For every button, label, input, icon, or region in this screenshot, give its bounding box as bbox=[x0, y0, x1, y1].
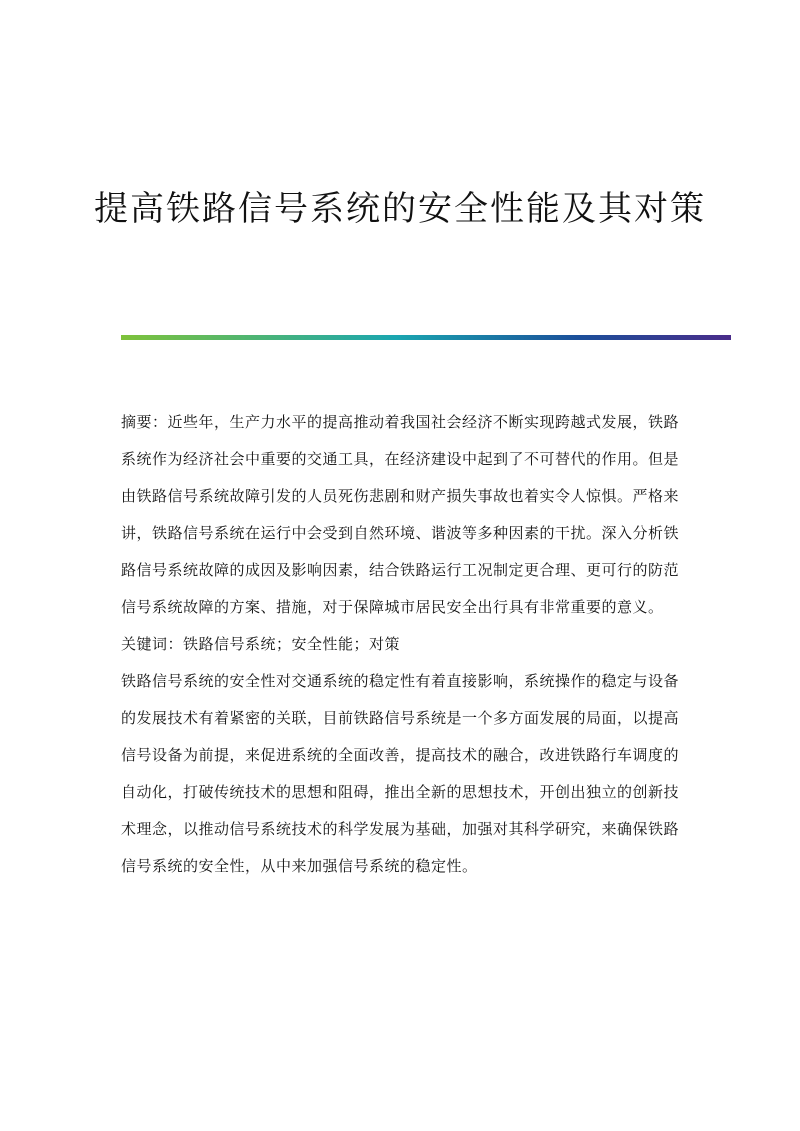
document-body bbox=[121, 404, 681, 885]
title-divider bbox=[121, 335, 731, 340]
document-title: 提高铁路信号系统的安全性能及其对策 bbox=[94, 189, 706, 229]
keywords-paragraph: 关键词：铁路信号系统；安全性能；对策 bbox=[121, 635, 401, 653]
abstract-paragraph: 摘要：近些年，生产力水平的提高推动着我国社会经济不断实现跨越式发展，铁路系统作为经济社会中重要的交通工具，在经济建设中起到了不可替代的作用。但是由铁路信号系统故障引发的人员死伤悲剧和财产损失事故也着实令人惊惧。严格来讲，铁路信号系统在运行中会受到自然环境、谐波等多种因素的干扰。深入分析铁路信号系统故障的成因及影响因素，结合铁路运行工况制定更合理、更可行的防范信号系统故障的方案、措施，对于保障城市居民安全出行具有非常重要的意义。 bbox=[121, 413, 680, 616]
body-paragraph: 铁路信号系统的安全性对交通系统的稳定性有着直接影响，系统操作的稳定与设备的发展技术有着紧密的关联，目前铁路信号系统是一个多方面发展的局面，以提高信号设备为前提，来促进系统的全面改善，提高技术的融合，改进铁路行车调度的自动化，打破传统技术的思想和阻碍，推出全新的思想技术，开创出独立的创新技术理念，以推动信号系统技术的科学发展为基础，加强对其科学研究，来确保铁路信号系统的安全性，从中来加强信号系统的稳定性。 bbox=[121, 672, 680, 875]
